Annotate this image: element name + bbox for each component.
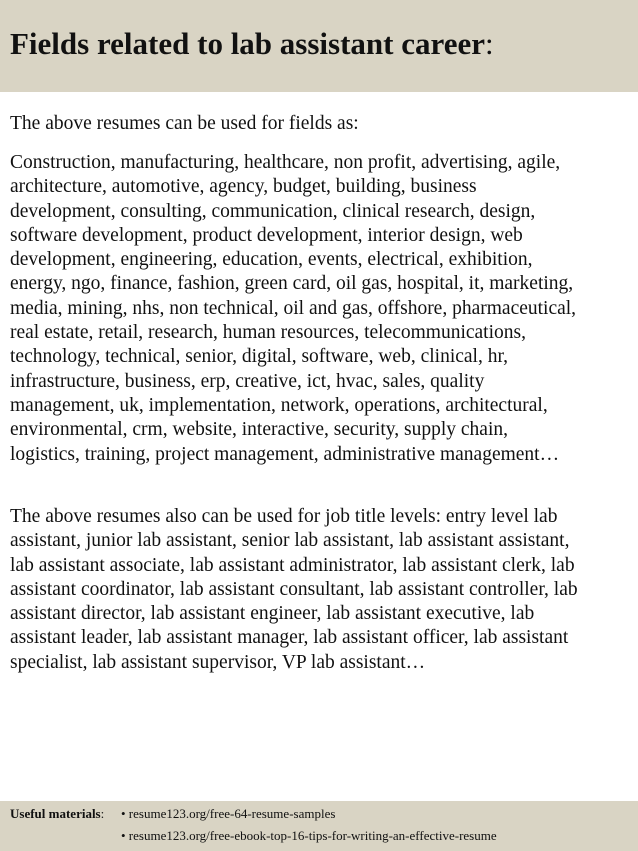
fields-line: development, consulting, communication, clinical research, design, [10, 200, 536, 222]
fields-paragraph [10, 151, 634, 467]
job-levels-line: assistant leader, lab assistant manager, lab assistant officer, lab assistant [10, 627, 569, 649]
useful-materials-label [10, 806, 104, 822]
fields-line: development, engineering, education, events, electrical, exhibition, [10, 249, 533, 271]
job-levels-line: The above resumes also can be used for job title levels: entry level lab [10, 506, 558, 527]
useful-materials-label-text: Useful materials [10, 806, 101, 821]
intro-text: The above resumes can be used for fields as: [10, 113, 359, 134]
job-levels-line: assistant director, lab assistant engineer, lab assistant executive, lab [10, 603, 535, 625]
fields-line: technology, technical, senior, digital, software, web, clinical, hr, [10, 346, 509, 368]
ebook-tips-link[interactable]: • resume123.org/free-ebook-top-16-tips-for-writing-an-effective-resume [121, 828, 497, 843]
fields-line: energy, ngo, finance, fashion, green card, oil gas, hospital, it, marketing, [10, 273, 574, 295]
resume-samples-link[interactable]: • resume123.org/free-64-resume-samples [121, 806, 336, 821]
job-levels-paragraph [10, 505, 634, 675]
job-levels-line: assistant coordinator, lab assistant consultant, lab assistant controller, lab [10, 578, 578, 600]
job-levels-line: specialist, lab assistant supervisor, VP lab assistant… [10, 651, 426, 673]
job-levels-line: lab assistant associate, lab assistant administrator, lab assistant clerk, lab [10, 554, 575, 576]
page-title [10, 24, 494, 64]
fields-line: media, mining, nhs, non technical, oil and gas, offshore, pharmaceutical, [10, 297, 577, 319]
useful-materials-colon: : [100, 806, 105, 821]
fields-line: software development, product development, interior design, web [10, 224, 523, 246]
fields-line: infrastructure, business, erp, creative, ict, hvac, sales, quality [10, 370, 485, 392]
job-levels-line: assistant, junior lab assistant, senior lab assistant, lab assistant assistant, [10, 530, 570, 552]
page-title-colon: : [484, 26, 494, 61]
fields-line: architecture, automotive, agency, budget, building, business [10, 176, 477, 198]
fields-line: environmental, crm, website, interactive, security, supply chain, [10, 419, 508, 441]
fields-line: real estate, retail, research, human resources, telecommunications, [10, 322, 526, 344]
fields-line: management, uk, implementation, network, operations, architectural, [10, 394, 548, 416]
fields-line: Construction, manufacturing, healthcare, non profit, advertising, agile, [10, 152, 561, 173]
page-title-text: Fields related to lab assistant career [10, 26, 485, 61]
fields-line: logistics, training, project management, administrative management… [10, 443, 560, 465]
